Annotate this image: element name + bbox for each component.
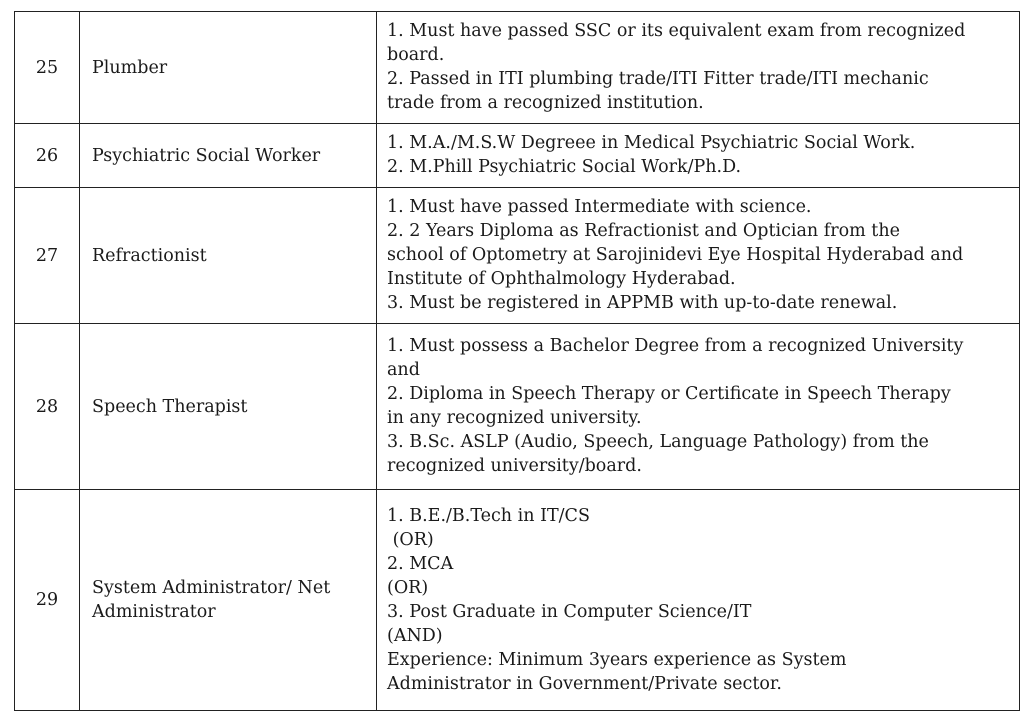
post-name-line: Psychiatric Social Worker [92, 145, 321, 166]
qualification-line: 2. Diploma in Speech Therapy or Certificate in Speech Therapy [387, 384, 951, 404]
qualification-line: school of Optometry at Sarojinidevi Eye Hospital Hyderabad and [387, 245, 964, 265]
qualification-line: 2. Passed in ITI plumbing trade/ITI Fitter trade/ITI mechanic [387, 69, 929, 89]
post-name-line: System Administrator/ [92, 578, 292, 598]
serial-number: 25 [15, 12, 80, 124]
qualification-line: 2. 2 Years Diploma as Refractionist and Optician from the [387, 221, 900, 241]
qualification-line: Administrator in Government/Private sector. [387, 673, 782, 694]
qualification-cell [377, 490, 1020, 711]
qualification-cell [377, 324, 1020, 490]
qualification-line: 1. Must have passed SSC or its equivalent exam from recognized [387, 21, 966, 41]
qualification-line: 3. Must be registered in APPMB with up-to-date renewal. [387, 293, 898, 313]
qualification-line: 1. Must possess a Bachelor Degree from a recognized University [387, 336, 964, 356]
qualification-line: 2. MCA [387, 553, 454, 574]
table-row [15, 124, 1020, 188]
post-name [80, 12, 377, 124]
table-row [15, 324, 1020, 490]
qualification-line: 3. B.Sc. ASLP (Audio, Speech, Language Pathology) from the [387, 432, 929, 452]
qualification-line: and [387, 360, 420, 380]
post-name [80, 324, 377, 490]
qualification-line: 2. M.Phill Psychiatric Social Work/Ph.D. [387, 157, 742, 177]
qualification-line: Experience: Minimum 3years experience as System [387, 649, 847, 670]
qualification-line: 1. M.A./M.S.W Degreee in Medical Psychiatric Social Work. [387, 133, 916, 153]
qualification-line: recognized university/board. [387, 456, 642, 476]
qualification-line: trade from a recognized institution. [387, 93, 704, 113]
post-name-line: Speech Therapist [92, 396, 248, 417]
serial-number: 26 [15, 124, 80, 188]
serial-number: 29 [15, 490, 80, 711]
table-row [15, 12, 1020, 124]
serial-number: 28 [15, 324, 80, 490]
qualification-line: 1. Must have passed Intermediate with science. [387, 197, 812, 217]
qualification-line: 3. Post Graduate in Computer Science/IT [387, 601, 752, 622]
qualification-line: (OR) [387, 529, 434, 550]
qualification-cell [377, 124, 1020, 188]
qualification-cell [377, 12, 1020, 124]
post-name [80, 490, 377, 711]
post-name-line: Plumber [92, 57, 168, 78]
table-row [15, 188, 1020, 324]
qualification-cell [377, 188, 1020, 324]
post-name [80, 188, 377, 324]
qualification-line: (OR) [387, 577, 429, 598]
serial-number: 27 [15, 188, 80, 324]
qualification-line: 1. B.E./B.Tech in IT/CS [387, 505, 590, 526]
post-name [80, 124, 377, 188]
qualification-line: in any recognized university. [387, 408, 642, 428]
qualification-line: (AND) [387, 625, 443, 646]
table-row [15, 490, 1020, 711]
post-name-line: Refractionist [92, 245, 207, 266]
qualification-line: board. [387, 45, 445, 65]
qualification-line: Institute of Ophthalmology Hyderabad. [387, 269, 736, 289]
qualifications-table [14, 11, 1020, 711]
post-name-line: Net Administrator [92, 578, 331, 622]
